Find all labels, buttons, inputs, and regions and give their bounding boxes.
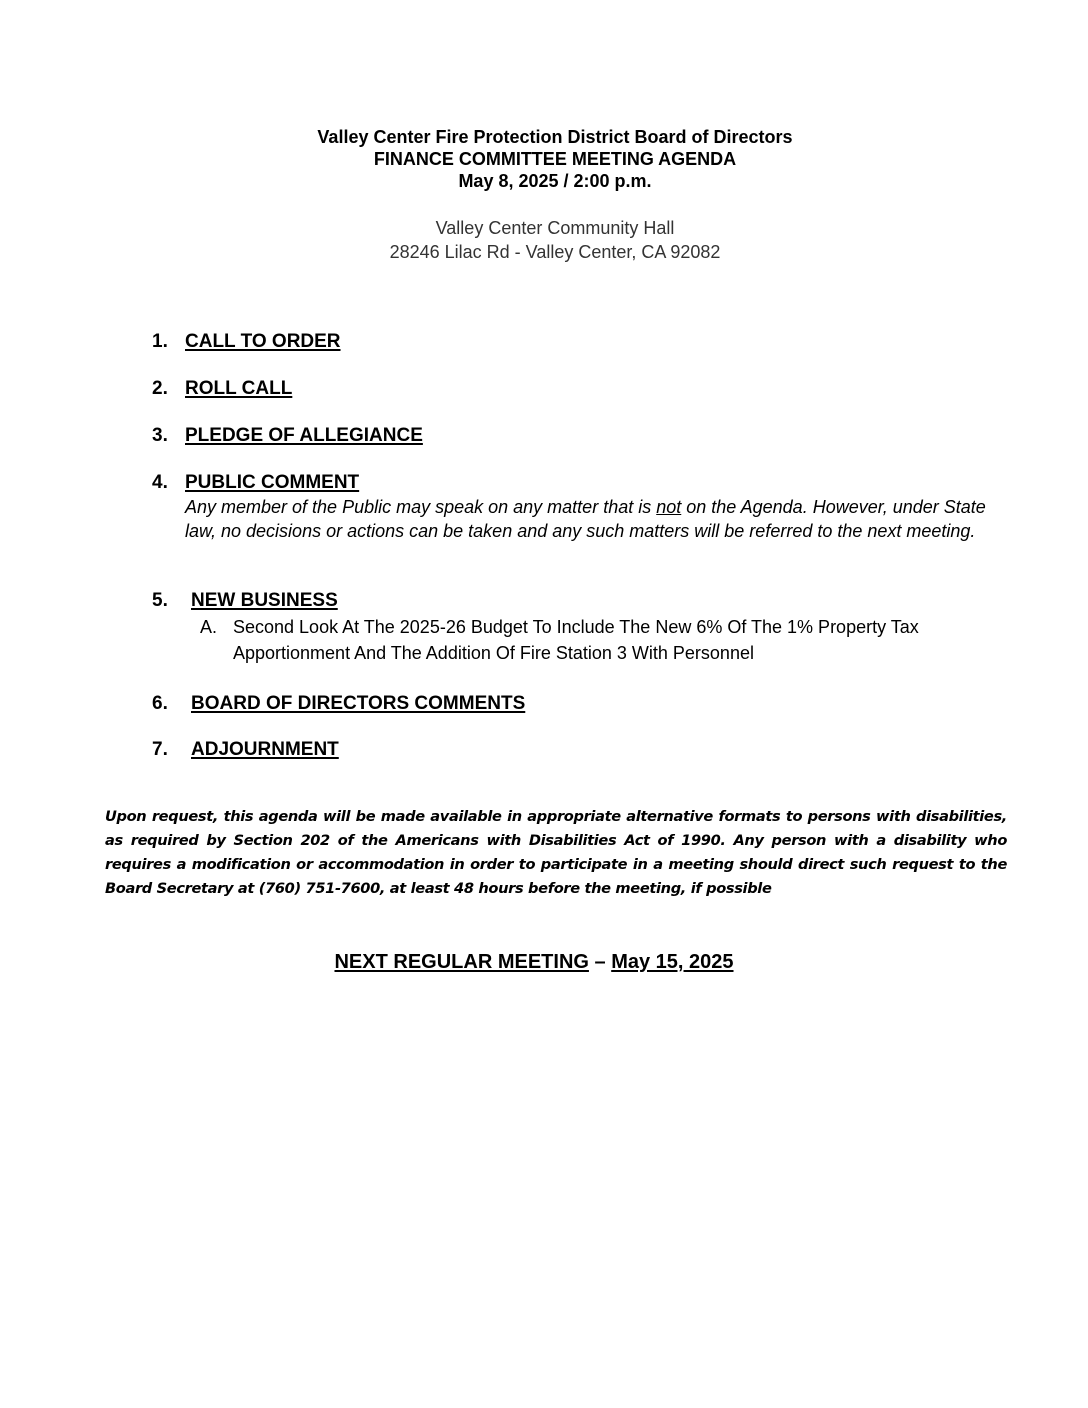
public-comment-emphasis: not xyxy=(656,497,682,517)
new-business-subitem xyxy=(200,614,1020,666)
agenda-item-title: PLEDGE OF ALLEGIANCE xyxy=(185,425,423,446)
public-comment-text-end: on the Agenda. However, under State law, no decisions or actions can be taken and any such matters will be referred to the next meeting. xyxy=(185,497,986,541)
next-meeting-date: May 15, 2025 xyxy=(611,951,734,973)
next-meeting-separator: – xyxy=(588,951,612,973)
district-title: Valley Center Fire Protection District Board of Directors xyxy=(317,127,793,147)
agenda-item-number: 4. xyxy=(152,472,168,493)
agenda-item-title: PUBLIC COMMENT xyxy=(185,472,360,493)
agenda-item-number: 6. xyxy=(152,693,168,714)
document-header xyxy=(0,126,1088,192)
subitem-text: Second Look At The 2025-26 Budget To Include The New 6% Of The 1% Property Tax Apportionment And The Addition Of Fire Station 3 With Personnel xyxy=(233,617,919,663)
agenda-item-title: ROLL CALL xyxy=(185,378,293,399)
agenda-item-title: ADJOURNMENT xyxy=(191,739,339,760)
venue-address: 28246 Lilac Rd - Valley Center, CA 92082 xyxy=(389,242,721,262)
venue-block xyxy=(0,216,1088,264)
agenda-item-number: 2. xyxy=(152,378,168,399)
venue-name: Valley Center Community Hall xyxy=(435,218,675,238)
next-meeting-line xyxy=(0,949,1068,975)
agenda-item-number: 5. xyxy=(152,590,168,611)
agenda-item-number: 7. xyxy=(152,739,168,760)
agenda-item-title: BOARD OF DIRECTORS COMMENTS xyxy=(191,693,526,714)
meeting-date-time: May 8, 2025 / 2:00 p.m. xyxy=(458,171,652,191)
agenda-title: FINANCE COMMITTEE MEETING AGENDA xyxy=(373,149,737,169)
agenda-item-number: 3. xyxy=(152,425,168,446)
agenda-item-title: NEW BUSINESS xyxy=(191,590,338,611)
public-comment-description xyxy=(185,495,1015,543)
public-comment-text-start: Any member of the Public may speak on any matter that is xyxy=(185,497,657,517)
agenda-item-number: 1. xyxy=(152,331,168,352)
agenda-item-title: CALL TO ORDER xyxy=(185,331,341,352)
next-meeting-label: NEXT REGULAR MEETING xyxy=(334,951,589,973)
ada-disclaimer: Upon request, this agenda will be made available in appropriate alternative formats to persons with disabilities, as required by Section 202 of the Americans with Disabilities Act of 1990. Any person with a disability who requires a modification or accommodation in order to participate in a meeting should direct such request to the Board Secretary at (760) 751-7600, at least 48 hours before the meeting, if possible xyxy=(105,808,1007,897)
subitem-letter: A. xyxy=(200,617,218,637)
